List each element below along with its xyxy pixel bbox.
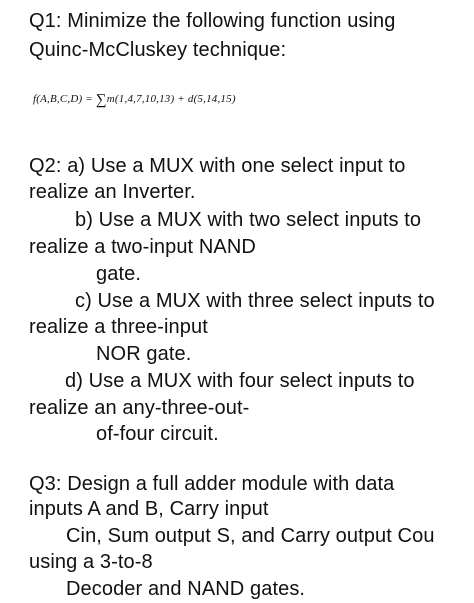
formula-sigma: ∑: [95, 92, 107, 108]
formula-rhs: m(1,4,7,10,13) + d(5,14,15): [106, 93, 236, 105]
q2-line-10: realize an any-three-out-: [29, 397, 250, 419]
q2-line-1: Q2: a) Use a MUX with one select input to: [29, 155, 406, 177]
q2-line-6: c) Use a MUX with three select inputs to: [75, 290, 435, 312]
q2-line-11: of-four circuit.: [96, 423, 219, 445]
q1-formula: [33, 92, 236, 107]
q3-line-3: Cin, Sum output S, and Carry output Cou: [66, 525, 435, 547]
q2-line-9: d) Use a MUX with four select inputs to: [65, 370, 415, 392]
q3-line-5: Decoder and NAND gates.: [66, 578, 306, 600]
q2-line-5: gate.: [96, 263, 141, 285]
q3-line-4: using a 3-to-8: [29, 551, 153, 573]
formula-lhs: f(A,B,C,D) =: [33, 93, 96, 105]
q3-line-1: Q3: Design a full adder module with data: [29, 473, 395, 495]
q1-line-2: Quinc-McCluskey technique:: [29, 39, 287, 61]
q1-line-1: Q1: Minimize the following function using: [29, 10, 396, 32]
q2-line-4: realize a two-input NAND: [29, 236, 256, 258]
q2-line-8: NOR gate.: [96, 343, 192, 365]
q2-line-7: realize a three-input: [29, 316, 208, 338]
q2-line-2: realize an Inverter.: [29, 181, 196, 203]
q2-line-3: b) Use a MUX with two select inputs to: [75, 209, 422, 231]
q3-line-2: inputs A and B, Carry input: [29, 498, 269, 520]
